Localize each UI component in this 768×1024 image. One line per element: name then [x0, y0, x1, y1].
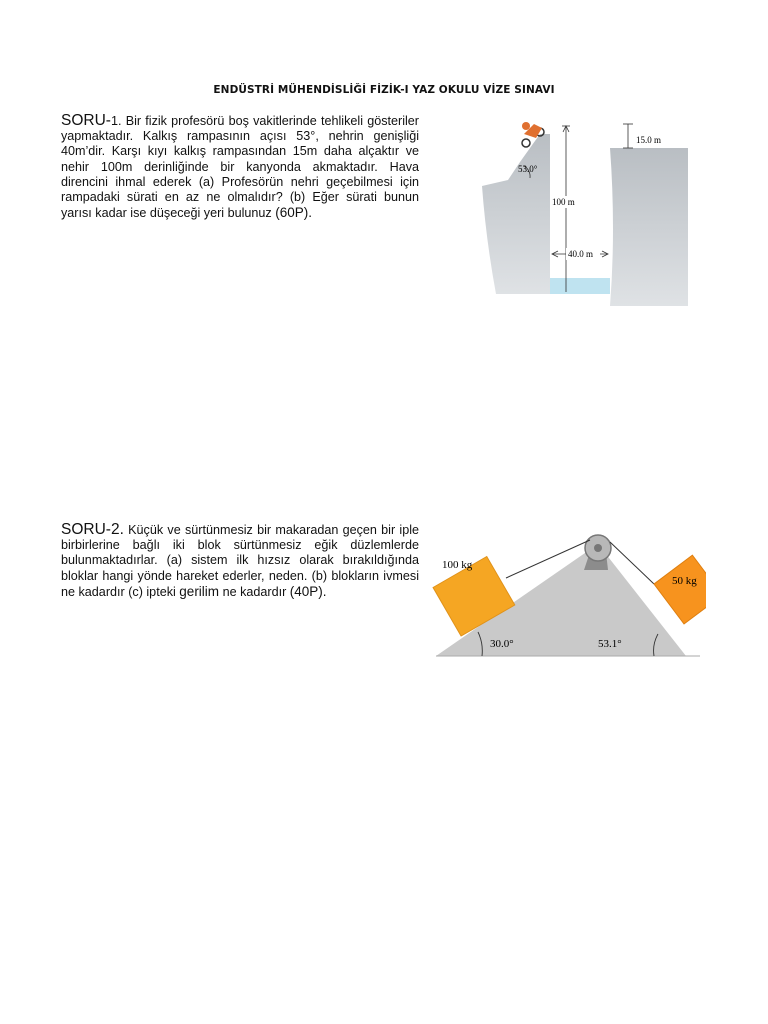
right-angle-label: 53.1° — [598, 638, 622, 650]
incline-figure — [432, 522, 706, 672]
question-2-points: (40P). — [289, 583, 327, 599]
left-angle-label: 30.0° — [490, 638, 514, 650]
width-label: 40.0 m — [568, 249, 594, 259]
question-1-label: SORU- — [61, 112, 111, 129]
ramp-angle-label: 53.0° — [518, 164, 538, 174]
canyon-figure — [478, 110, 688, 306]
left-mass-label: 100 kg — [442, 559, 473, 571]
question-2-highlight: gerilim — [179, 583, 220, 599]
left-cliff — [482, 134, 550, 294]
question-2-text: Küçük ve sürtünmesiz bir makaradan geçen bir iple birbirlerine bağlı iki blok sürtünmesiz eğik düzlemlerde bulunmaktadırlar. (a) sistem ilk hızsız olarak bırakıldığında bloklar hangi yönde hareket ederler, neden. (b) blokların ivmesi ne kadardır (c) ipteki — [61, 523, 420, 599]
river — [550, 278, 610, 294]
right-cliff — [610, 148, 688, 306]
question-1-points: (60P). — [275, 205, 312, 221]
question-2 — [61, 522, 419, 600]
right-mass-label: 50 kg — [672, 575, 697, 587]
question-2-text-end: ne kadardır — [222, 584, 287, 599]
block-50kg — [654, 555, 706, 624]
question-1 — [61, 113, 419, 221]
question-2-label: SORU-2. — [61, 521, 124, 538]
question-1-text: Bir fizik profesörü boş vakitlerinde tehlikeli gösteriler yapmaktadır. Kalkış rampasının açısı 53°, nehrin genişliği 40m’dir. Karşı kıyı kalkış rampasından 15m daha alçaktır ve nehir 100m derinliğinde bir kanyonda akmaktadır. Hava direncini ihmal ederek (a) Profesörün nehri geçebilmesi için rampadaki sürati en az ne olmalıdır? (b) Eğer sürati bunun yarısı kadar ise düşeceği yeri bulunuz — [61, 114, 419, 221]
question-1-number: 1. — [110, 114, 122, 128]
depth-label: 100 m — [552, 197, 575, 207]
exam-title: ENDÜSTRİ MÜHENDİSLİĞİ FİZİK-I YAZ OKULU VİZE SINAVI — [213, 84, 555, 96]
drop-label: 15.0 m — [636, 135, 662, 145]
pulley-icon — [584, 535, 611, 570]
